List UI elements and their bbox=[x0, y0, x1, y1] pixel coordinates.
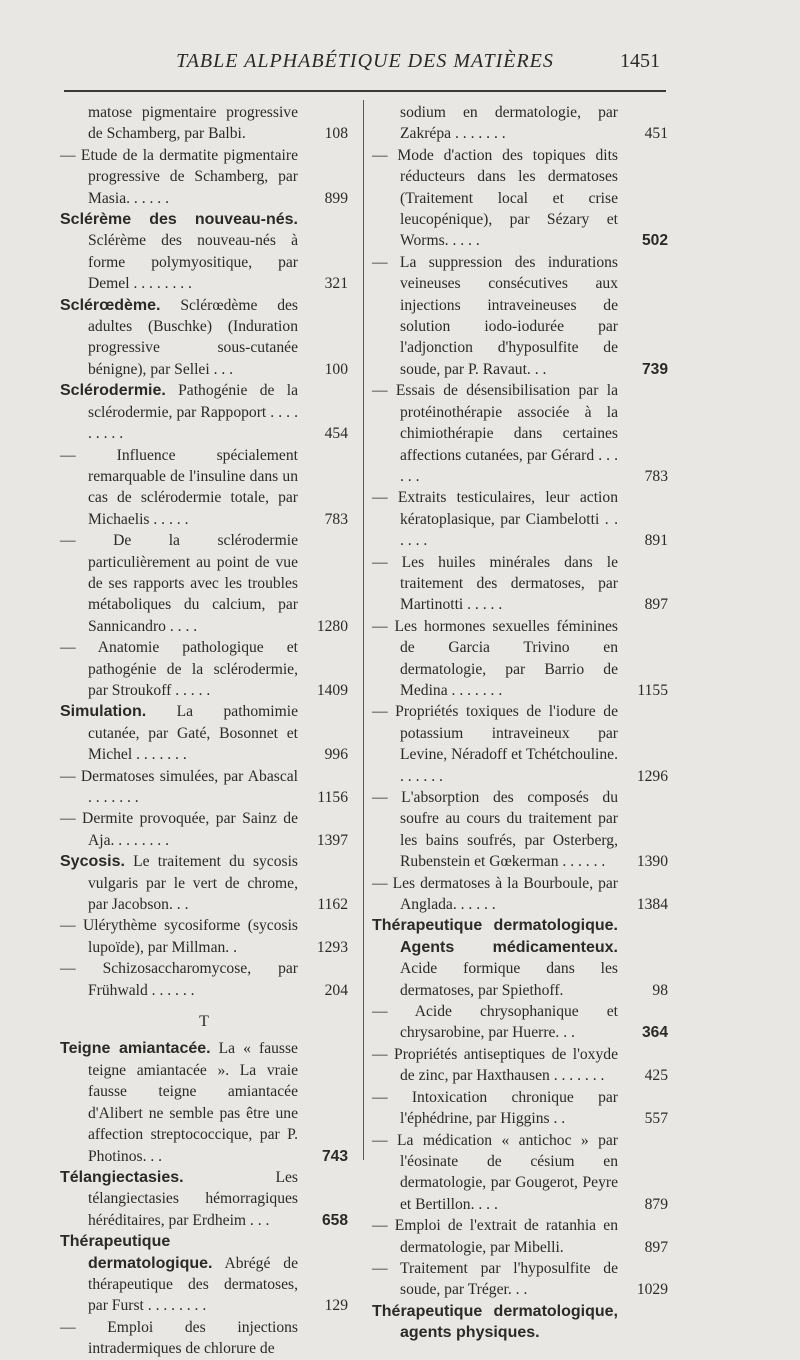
entry-text: Sclérème des nouveau-nés à forme polymyositique, par Demel . . . . . . . . bbox=[88, 232, 298, 293]
index-entry bbox=[372, 701, 668, 787]
entry-page-ref: 425 bbox=[644, 1067, 668, 1085]
entry-keyword: Thérapeutique dermatologique. Agents médicamenteux. bbox=[372, 917, 618, 956]
entry-text: — Propriétés toxiques de l'iodure de potassium intraveineux par Levine, Néradoff et Tchétchouline. . . . . . . bbox=[372, 703, 618, 785]
entry-text: — Emploi des injections intradermiques de chlorure de bbox=[60, 1318, 298, 1358]
entry-text-block bbox=[372, 1087, 618, 1130]
entry-text: — Schizosaccharomycose, par Frühwald . . . . . . bbox=[60, 960, 298, 999]
entry-page-ref: 783 bbox=[644, 467, 668, 485]
entry-text-block bbox=[60, 637, 298, 701]
entry-text-block bbox=[60, 380, 298, 444]
entry-page-ref: 1293 bbox=[316, 938, 348, 956]
entry-text: — Mode d'action des topiques dits réducteurs dans les dermatoses (Traitement local et crise leucopénique), par Sézary et Worms. . . . . bbox=[372, 146, 618, 250]
index-entry bbox=[372, 145, 668, 252]
entry-text-block bbox=[372, 380, 618, 487]
page-number: 1451 bbox=[620, 50, 660, 72]
entry-text: Le traitement du sycosis vulgaris par le vert de chrome, par Jacobson. . . bbox=[88, 853, 298, 914]
entry-text-block bbox=[372, 1258, 618, 1301]
entry-page-ref: 108 bbox=[324, 125, 348, 143]
entry-text-block bbox=[60, 701, 298, 765]
entry-text: — Intoxication chronique par l'éphédrine, par Higgins . . bbox=[372, 1088, 618, 1128]
entry-keyword: Teigne amiantacée. bbox=[60, 1040, 211, 1058]
index-entry bbox=[60, 701, 348, 765]
entry-text: sodium en dermatologie, par Zakrépa . . . . . . . bbox=[400, 104, 618, 143]
entry-page-ref: 743 bbox=[321, 1147, 348, 1165]
entry-page-ref: 1390 bbox=[636, 853, 668, 871]
entry-text: Acide formique dans les dermatoses, par Spiethoff. bbox=[400, 960, 618, 999]
entry-text: — Acide chrysophanique et chrysarobine, par Huerre. . . bbox=[372, 1003, 618, 1042]
entry-text: — L'absorption des composés du soufre au cours du traitement par les bains soufrés, par Osterberg, Rubenstein et Gœkerman . . . . . . bbox=[372, 789, 618, 871]
entry-text: La pathomimie cutanée, par Gaté, Bosonnet et Michel . . . . . . . bbox=[88, 703, 298, 764]
entry-text: Pathogénie de la sclérodermie, par Rappoport . . . . . . . . . bbox=[88, 382, 298, 443]
entry-text: Sclérœdème des adultes (Buschke) (Induration progressive sous-cutanée bénigne), par Sellei . . . bbox=[88, 296, 298, 378]
entry-text-block bbox=[372, 552, 618, 616]
entry-page-ref: 739 bbox=[641, 360, 668, 378]
entry-page-ref: 1155 bbox=[637, 681, 668, 699]
entry-page-ref: 879 bbox=[644, 1195, 668, 1213]
section-letter: T bbox=[199, 1013, 209, 1031]
entry-text-block bbox=[60, 1038, 298, 1166]
running-title: TABLE ALPHABÉTIQUE DES MATIÈRES bbox=[176, 50, 554, 72]
entry-text-block bbox=[372, 252, 618, 380]
index-entry bbox=[60, 530, 348, 637]
index-entry bbox=[372, 787, 668, 873]
index-entry bbox=[372, 1001, 668, 1044]
index-entry bbox=[60, 145, 348, 209]
left-column bbox=[60, 102, 348, 1360]
entry-text-block bbox=[60, 1317, 298, 1360]
entry-page-ref: 996 bbox=[324, 746, 348, 764]
entry-text: — Les dermatoses à la Bourboule, par Anglada. . . . . . bbox=[372, 874, 618, 914]
entry-page-ref: 451 bbox=[644, 125, 668, 143]
entry-text: — Les huiles minérales dans le traitement des dermatoses, par Martinotti . . . . . bbox=[372, 553, 618, 614]
entry-text-block bbox=[60, 102, 298, 145]
index-entry bbox=[60, 851, 348, 915]
entry-page-ref: 897 bbox=[644, 1238, 668, 1256]
index-entry bbox=[372, 102, 668, 145]
right-column bbox=[372, 102, 668, 1344]
entry-page-ref: 98 bbox=[652, 981, 668, 999]
entry-text: La « fausse teigne amiantacée ». La vraie fausse teigne amiantacée d'Alibert ne semble pas être une affection streptococcique, par P. Photinos. . . bbox=[88, 1040, 298, 1165]
index-entry bbox=[60, 1317, 348, 1360]
index-entry bbox=[372, 1130, 668, 1216]
entry-text-block bbox=[372, 915, 618, 1001]
entry-page-ref: 364 bbox=[641, 1024, 668, 1042]
entry-text-block bbox=[372, 1044, 618, 1087]
entry-page-ref: 1029 bbox=[636, 1281, 668, 1299]
index-entry bbox=[60, 102, 348, 145]
entry-text-block bbox=[60, 445, 298, 531]
index-entry bbox=[60, 1167, 348, 1231]
entry-text-block bbox=[60, 808, 298, 851]
entry-page-ref: 204 bbox=[324, 981, 348, 999]
index-entry bbox=[60, 295, 348, 381]
index-entry bbox=[60, 915, 348, 958]
index-entry bbox=[372, 616, 668, 702]
entry-page-ref: 1397 bbox=[316, 831, 348, 849]
entry-text-block bbox=[60, 295, 298, 381]
column-divider bbox=[363, 100, 364, 1160]
entry-text: — Extraits testiculaires, leur action kératoplasique, par Ciambelotti . . . . . . bbox=[372, 489, 618, 550]
index-entry bbox=[372, 873, 668, 916]
entry-text: — Emploi de l'extrait de ratanhia en dermatologie, par Mibelli. bbox=[372, 1217, 618, 1256]
entry-keyword: Sclérœdème. bbox=[60, 296, 161, 314]
entry-text-block bbox=[372, 487, 618, 551]
index-entry bbox=[372, 1044, 668, 1087]
entry-page-ref: 1156 bbox=[317, 789, 348, 806]
index-entry bbox=[60, 209, 348, 295]
entry-page-ref: 897 bbox=[644, 596, 668, 614]
entry-keyword: Télangiectasies. bbox=[60, 1168, 184, 1186]
entry-keyword: Sclérème des nouveau-nés. bbox=[60, 211, 298, 229]
entry-text-block bbox=[60, 530, 298, 637]
entry-page-ref: 891 bbox=[644, 532, 668, 550]
entry-text-block bbox=[60, 851, 298, 915]
index-entry bbox=[372, 380, 668, 487]
entry-text: — La médication « antichoc » par l'éosinate de césium en dermatologie, par Gougerot, Peyre et Bertillon. . . . bbox=[372, 1131, 618, 1213]
entry-text-block bbox=[372, 1001, 618, 1044]
entry-text: matose pigmentaire progressive de Schamberg, par Balbi. bbox=[88, 104, 298, 143]
index-entry bbox=[60, 445, 348, 531]
entry-page-ref: 1162 bbox=[317, 896, 348, 914]
entry-page-ref: 100 bbox=[324, 360, 348, 378]
entry-text-block bbox=[372, 616, 618, 702]
entry-page-ref: 129 bbox=[324, 1297, 348, 1315]
index-entry bbox=[60, 1231, 348, 1317]
entry-text-block bbox=[372, 701, 618, 787]
entry-text: Les télangiectasies hémorragiques héréditaires, par Erdheim . . . bbox=[88, 1168, 298, 1229]
entry-page-ref: 783 bbox=[324, 510, 348, 528]
entry-text: — Dermite provoquée, par Sainz de Aja. . . . . . . . bbox=[60, 810, 298, 849]
index-entry bbox=[60, 637, 348, 701]
entry-keyword: Sycosis. bbox=[60, 853, 125, 871]
entry-page-ref: 1409 bbox=[316, 681, 348, 699]
entry-page-ref: 658 bbox=[321, 1211, 348, 1229]
entry-text-block bbox=[372, 145, 618, 252]
entry-keyword: Thérapeutique dermatologique, agents physiques. bbox=[372, 1302, 618, 1342]
index-entry bbox=[60, 380, 348, 444]
entry-page-ref: 502 bbox=[641, 232, 668, 250]
entry-text: — Les hormones sexuelles féminines de Garcia Trivino en dermatologie, par Barrio de Medina . . . . . . . bbox=[372, 617, 618, 699]
entry-text-block bbox=[60, 1231, 298, 1317]
entry-text: — Etude de la dermatite pigmentaire progressive de Schamberg, par Masia. . . . . . bbox=[60, 146, 298, 207]
entry-page-ref: 1280 bbox=[316, 617, 348, 635]
entry-page-ref: 454 bbox=[324, 425, 348, 443]
entry-text-block bbox=[372, 1301, 618, 1344]
entry-text: — Influence spécialement remarquable de l'insuline dans un cas de sclérodermie totale, par Michaelis . . . . . bbox=[60, 446, 298, 528]
entry-text-block bbox=[60, 209, 298, 295]
entry-text: — Ulérythème sycosiforme (sycosis lupoïde), par Millman. . bbox=[60, 917, 298, 956]
index-entry bbox=[60, 958, 348, 1001]
entry-text: — Dermatoses simulées, par Abascal . . . . . . . bbox=[60, 767, 298, 806]
entry-text-block bbox=[60, 1167, 298, 1231]
entry-keyword: Sclérodermie. bbox=[60, 382, 166, 400]
entry-keyword: Thérapeutique dermatologique. bbox=[60, 1233, 213, 1272]
entry-text: — Propriétés antiseptiques de l'oxyde de zinc, par Haxthausen . . . . . . . bbox=[372, 1045, 618, 1085]
entry-text: — Traitement par l'hyposulfite de soude, par Tréger. . . bbox=[372, 1259, 618, 1299]
entry-page-ref: 899 bbox=[324, 189, 348, 207]
entry-text-block bbox=[372, 787, 618, 873]
entry-text-block bbox=[372, 102, 618, 145]
index-entry bbox=[60, 766, 348, 809]
index-entry bbox=[372, 1258, 668, 1301]
entry-text: — Anatomie pathologique et pathogénie de la sclérodermie, par Stroukoff . . . . . bbox=[60, 639, 298, 699]
entry-page-ref: 557 bbox=[644, 1110, 668, 1128]
header-rule bbox=[64, 90, 666, 92]
entry-text: — Essais de désensibilisation par la protéinothérapie associée à la chimiothérapie dans certaines affections cutanées, par Gérard . . . . . . bbox=[372, 382, 618, 485]
entry-text-block bbox=[60, 766, 298, 809]
entry-text-block bbox=[372, 1215, 618, 1258]
entry-text: — De la sclérodermie particulièrement au point de vue de ses rapports avec les troubles métaboliques du calcium, par Sannicandro . . . . bbox=[60, 532, 298, 635]
entry-text: Abrégé de thérapeutique des dermatoses, par Furst . . . . . . . . bbox=[88, 1254, 298, 1315]
index-entry bbox=[372, 1215, 668, 1258]
entry-page-ref: 321 bbox=[324, 275, 348, 293]
entry-keyword: Simulation. bbox=[60, 703, 147, 721]
entry-text-block bbox=[372, 1130, 618, 1216]
index-entry bbox=[60, 808, 348, 851]
entry-text-block bbox=[60, 145, 298, 209]
entry-text: — La suppression des indurations veineuses consécutives aux injections intraveineuses de solution iodo-iodurée par l'adjonction d'hyposulfite de soude, par P. Ravaut. . . bbox=[372, 253, 618, 378]
index-entry bbox=[372, 1087, 668, 1130]
index-entry bbox=[372, 252, 668, 380]
index-entry bbox=[60, 1038, 348, 1166]
index-entry bbox=[372, 552, 668, 616]
entry-text-block bbox=[60, 958, 298, 1001]
index-entry bbox=[372, 915, 668, 1001]
entry-text-block bbox=[60, 915, 298, 958]
entry-page-ref: 1384 bbox=[636, 896, 668, 914]
entry-text-block bbox=[372, 873, 618, 916]
entry-page-ref: 1296 bbox=[636, 767, 668, 785]
index-entry bbox=[372, 1301, 668, 1344]
index-entry bbox=[372, 487, 668, 551]
